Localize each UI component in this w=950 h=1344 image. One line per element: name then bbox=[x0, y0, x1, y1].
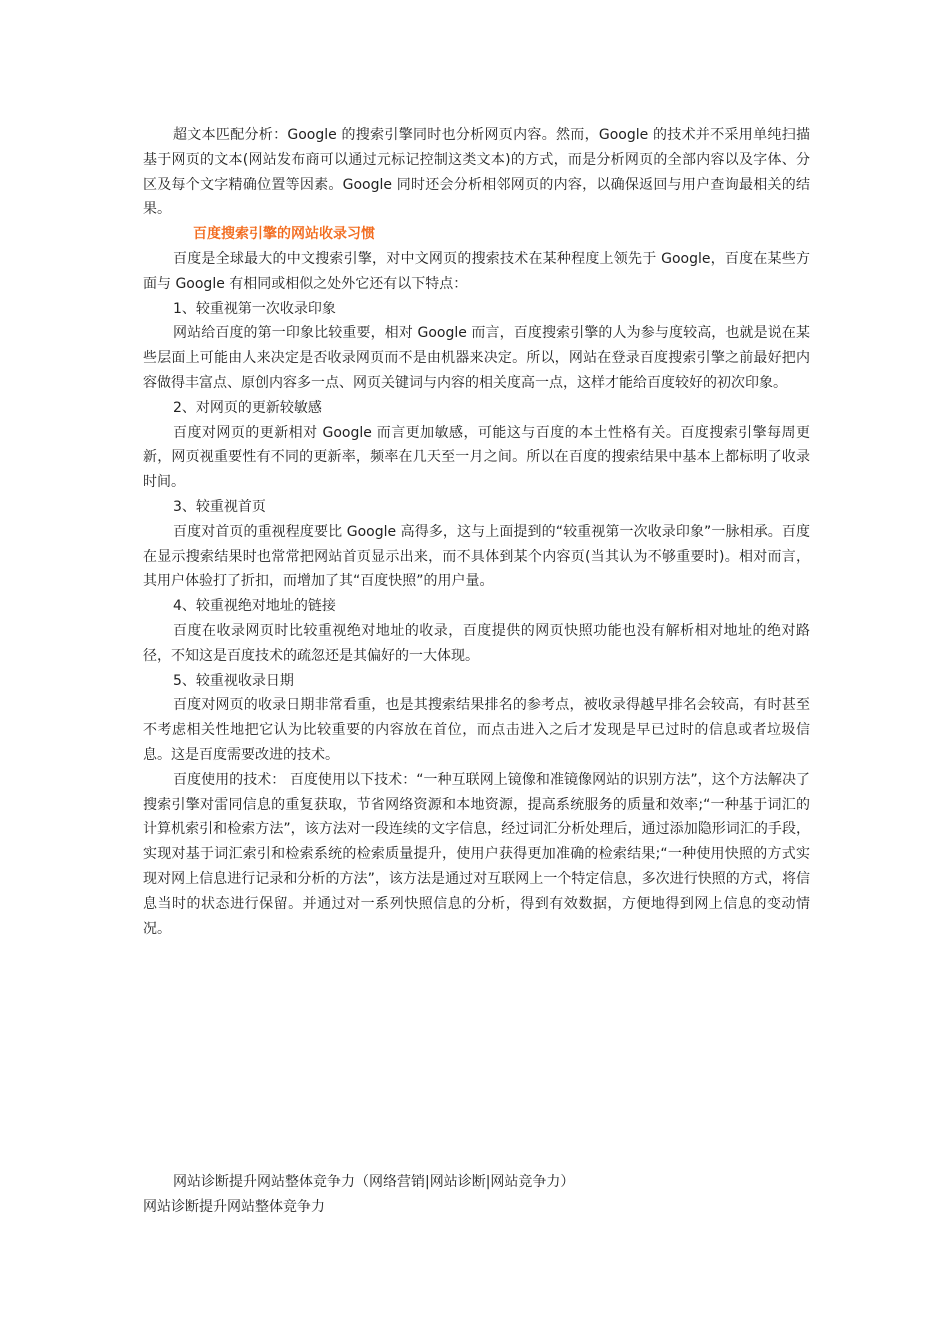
list-item-text: 百度对网页的收录日期非常看重，也是其搜索结果排名的参考点，被收录得越早排名会较高，有时甚至不考虑相关性地把它认为比较重要的内容放在首位，而点击进入之后才发现是早已过时的信息或者垃圾信息。这是百度需要改进的技术。 bbox=[143, 697, 810, 763]
list-item-text: 百度对首页的重视程度要比 Google 高得多，这与上面提到的“较重视第一次收录印象”一脉相承。百度在显示搜索结果时也常常把网站首页显示出来，而不具体到某个内容页(当其认为不够重要时)。相对而言，其用户体验打了折扣，而增加了其“百度快照”的用户量。 bbox=[143, 523, 810, 590]
list-item-text: 百度在收录网页时比较重视绝对地址的收录，百度提供的网页快照功能也没有解析相对地址的绝对路径，不知这是百度技术的疏忽还是其偏好的一大体现。 bbox=[143, 622, 810, 664]
paragraph-baidu-technology: 百度使用的技术： 百度使用以下技术：“一种互联网上镜像和准镜像网站的识别方法”，这个方法解决了搜索引擎对雷同信息的重复获取，节省网络资源和本地资源，提高系统服务的质量和效率;“一种基于词汇的计算机索引和检索方法”，该方法对一段连续的文字信息，经过词汇分析处理后，通过添加隐形词汇的手段，实现对基于词汇索引和检索系统的检索质量提升，使用户获得更加准确的检索结果;“一种使用快照的方式实现对网上信息进行记录和分析的方法”，该方法是通过对互联网上一个特定信息，多次进行快照的方式，将信息当时的状态进行保留。并通过对一系列快照信息的分析，得到有效数据，方便地得到网上信息的变动情况。 bbox=[143, 771, 810, 937]
section-heading: 百度搜索引擎的网站收录习惯 bbox=[193, 226, 375, 243]
paragraph-baidu-intro: 百度是全球最大的中文搜索引擎，对中文网页的搜索技术在某种程度上领先于 Google，百度在某些方面与 Google 有相同或相似之处外它还有以下特点： bbox=[143, 250, 810, 292]
list-item-title: 3、较重视首页 bbox=[173, 498, 266, 515]
list-item-text: 网站给百度的第一印象比较重要，相对 Google 而言，百度搜索引擎的人为参与度较高，也就是说在某些层面上可能由人来决定是否收录网页而不是由机器来决定。所以，网站在登录百度搜索引擎之前最好把内容做得丰富点、原创内容多一点、网页关键词与内容的相关度高一点，这样才能给百度较好的初次印象。 bbox=[143, 325, 810, 391]
list-item-title: 2、对网页的更新较敏感 bbox=[173, 399, 322, 416]
footer-line: 网站诊断提升网站整体竞争力（网络营销|网站诊断|网站竞争力） bbox=[173, 1174, 575, 1190]
list-item-title: 5、较重视收录日期 bbox=[173, 672, 294, 689]
list-item-title: 1、较重视第一次收录印象 bbox=[173, 300, 336, 317]
document-body bbox=[143, 123, 810, 941]
footer-line: 网站诊断提升网站整体竞争力 bbox=[143, 1199, 325, 1215]
list-item-title: 4、较重视绝对地址的链接 bbox=[173, 598, 336, 615]
document-footer bbox=[143, 1170, 810, 1220]
paragraph-hypertext-analysis: 超文本匹配分析：Google 的搜索引擎同时也分析网页内容。然而，Google 的技术并不采用单纯扫描基于网页的文本(网站发布商可以通过元标记控制这类文本)的方式，而是分析网页的全部内容以及字体、分区及每个文字精确位置等因素。Google 同时还会分析相邻网页的内容，以确保返回与用户查询最相关的结果。 bbox=[143, 127, 810, 218]
list-item-text: 百度对网页的更新相对 Google 而言更加敏感，可能这与百度的本土性格有关。百度搜索引擎每周更新，网页视重要性有不同的更新率，频率在几天至一月之间。所以在百度的搜索结果中基本上都标明了收录时间。 bbox=[143, 424, 810, 491]
